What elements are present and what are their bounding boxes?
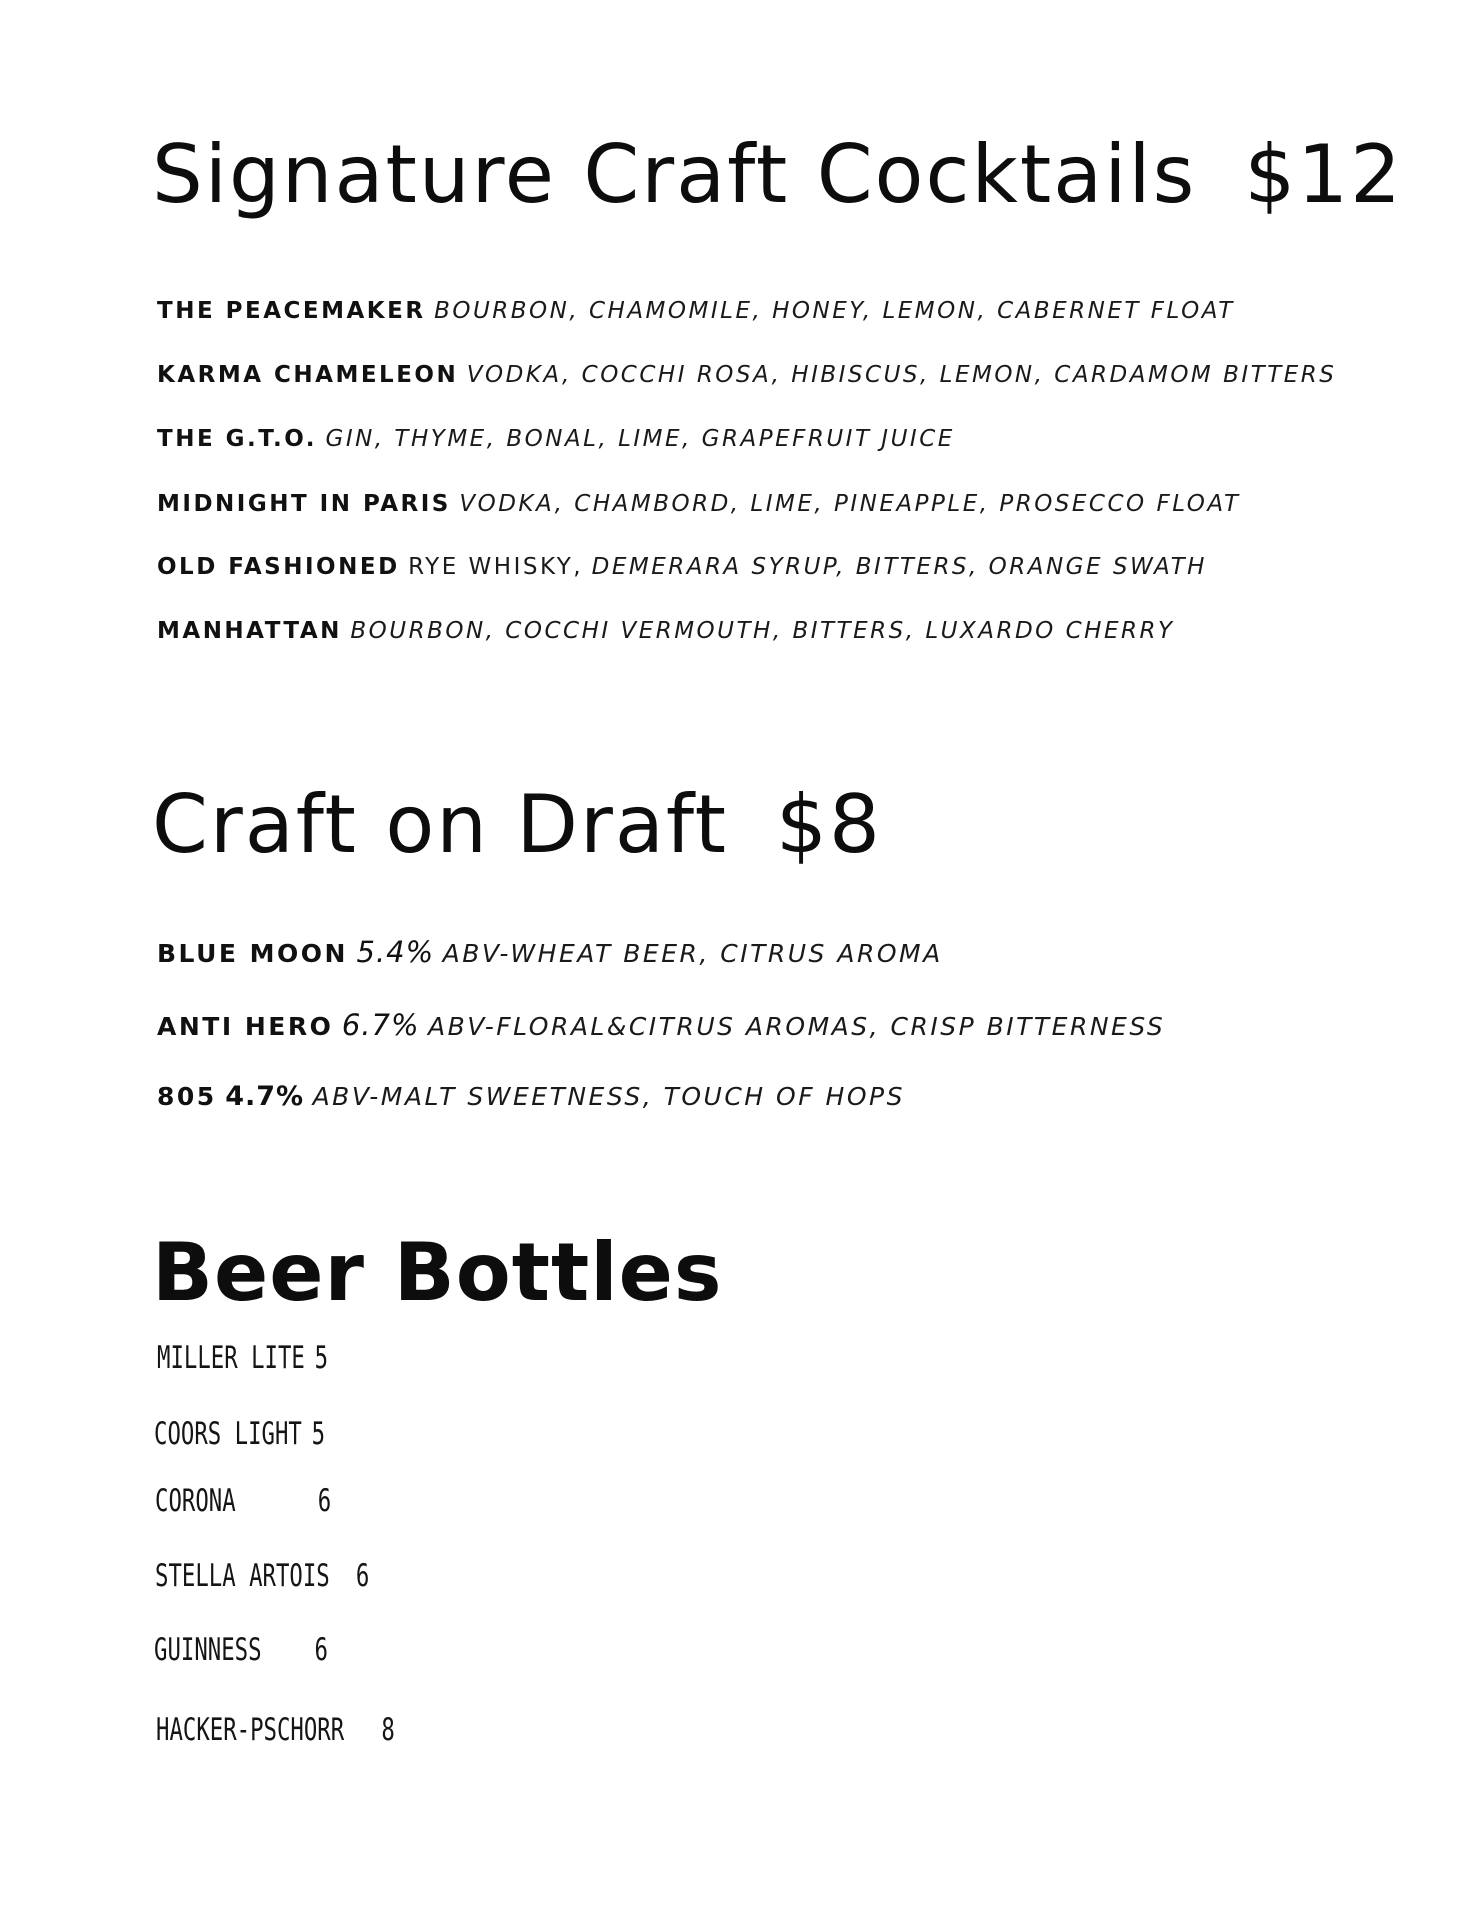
cocktail-name: OLD FASHIONED [157,554,400,580]
cocktails-price: $12 [1244,128,1404,221]
draft-heading [152,778,882,871]
bottles-title: Beer Bottles [152,1226,723,1319]
cocktails-heading [152,128,1403,221]
bottle-item [154,1632,329,1668]
cocktail-description: GIN, THYME, BONAL, LIME, GRAPEFRUIT JUICE [325,426,955,452]
bottle-item [157,1340,329,1376]
draft-price: $8 [776,778,882,871]
cocktail-description: DEMERARA SYRUP, BITTERS, ORANGE SWATH [591,554,1207,580]
bottles-heading [152,1226,723,1319]
draft-abv: 6.7% [341,1008,420,1042]
bottle-price: 6 [317,1483,332,1519]
cocktail-description: VODKA, CHAMBORD, LIME, PINEAPPLE, PROSECCO FLOAT [459,491,1241,517]
bottle-item [155,1558,370,1594]
cocktail-name: KARMA CHAMELEON [157,362,459,388]
draft-name: BLUE MOON [157,939,348,968]
cocktail-description: BOURBON, CHAMOMILE, HONEY, LEMON, CABERNET FLOAT [434,298,1235,324]
bottle-price: 5 [311,1416,326,1452]
bottle-name: MILLER LITE [157,1340,305,1376]
bottle-name: COORS LIGHT [154,1416,302,1452]
cocktail-name: THE PEACEMAKER [157,298,426,324]
draft-name: 805 [157,1082,217,1111]
bottle-price: 6 [314,1632,329,1668]
draft-abv: 5.4% [356,935,435,969]
cocktail-name: MIDNIGHT IN PARIS [157,491,451,517]
cocktail-item [157,426,955,453]
bottle-name: CORONA [155,1483,236,1519]
bottle-name: GUINNESS [154,1632,262,1668]
bottle-name: HACKER-PSCHORR [156,1712,345,1748]
draft-title: Craft on Draft [152,778,729,871]
bottle-price: 6 [355,1558,370,1594]
draft-item [157,1008,1165,1042]
cocktail-name: THE G.T.O. [157,426,317,452]
draft-description: ABV-MALT SWEETNESS, TOUCH OF HOPS [312,1082,905,1111]
cocktails-title: Signature Craft Cocktails [152,128,1197,221]
draft-description: ABV-WHEAT BEER, CITRUS AROMA [442,939,943,968]
cocktail-description: VODKA, COCCHI ROSA, HIBISCUS, LEMON, CARDAMOM BITTERS [466,362,1337,388]
bottle-price: 8 [381,1712,395,1748]
cocktail-item [157,618,1175,645]
bottle-price: 5 [314,1340,329,1376]
cocktail-name: MANHATTAN [157,618,342,644]
draft-description: ABV-FLORAL&CITRUS AROMAS, CRISP BITTERNESS [428,1012,1166,1041]
draft-abv: 4.7% [225,1081,305,1112]
cocktail-item [157,554,1207,581]
bottle-item [155,1483,332,1519]
cocktail-item [157,298,1235,325]
cocktail-item [157,491,1241,518]
draft-item [157,935,943,969]
bottle-item [156,1712,395,1748]
cocktail-item [157,362,1336,389]
bottle-item [154,1416,326,1452]
bottle-name: STELLA ARTOIS [155,1558,330,1594]
draft-item [157,1081,905,1112]
cocktail-description-plain: RYE WHISKY, [408,554,584,580]
draft-name: ANTI HERO [157,1012,334,1041]
cocktail-description: BOURBON, COCCHI VERMOUTH, BITTERS, LUXARDO CHERRY [350,618,1175,644]
